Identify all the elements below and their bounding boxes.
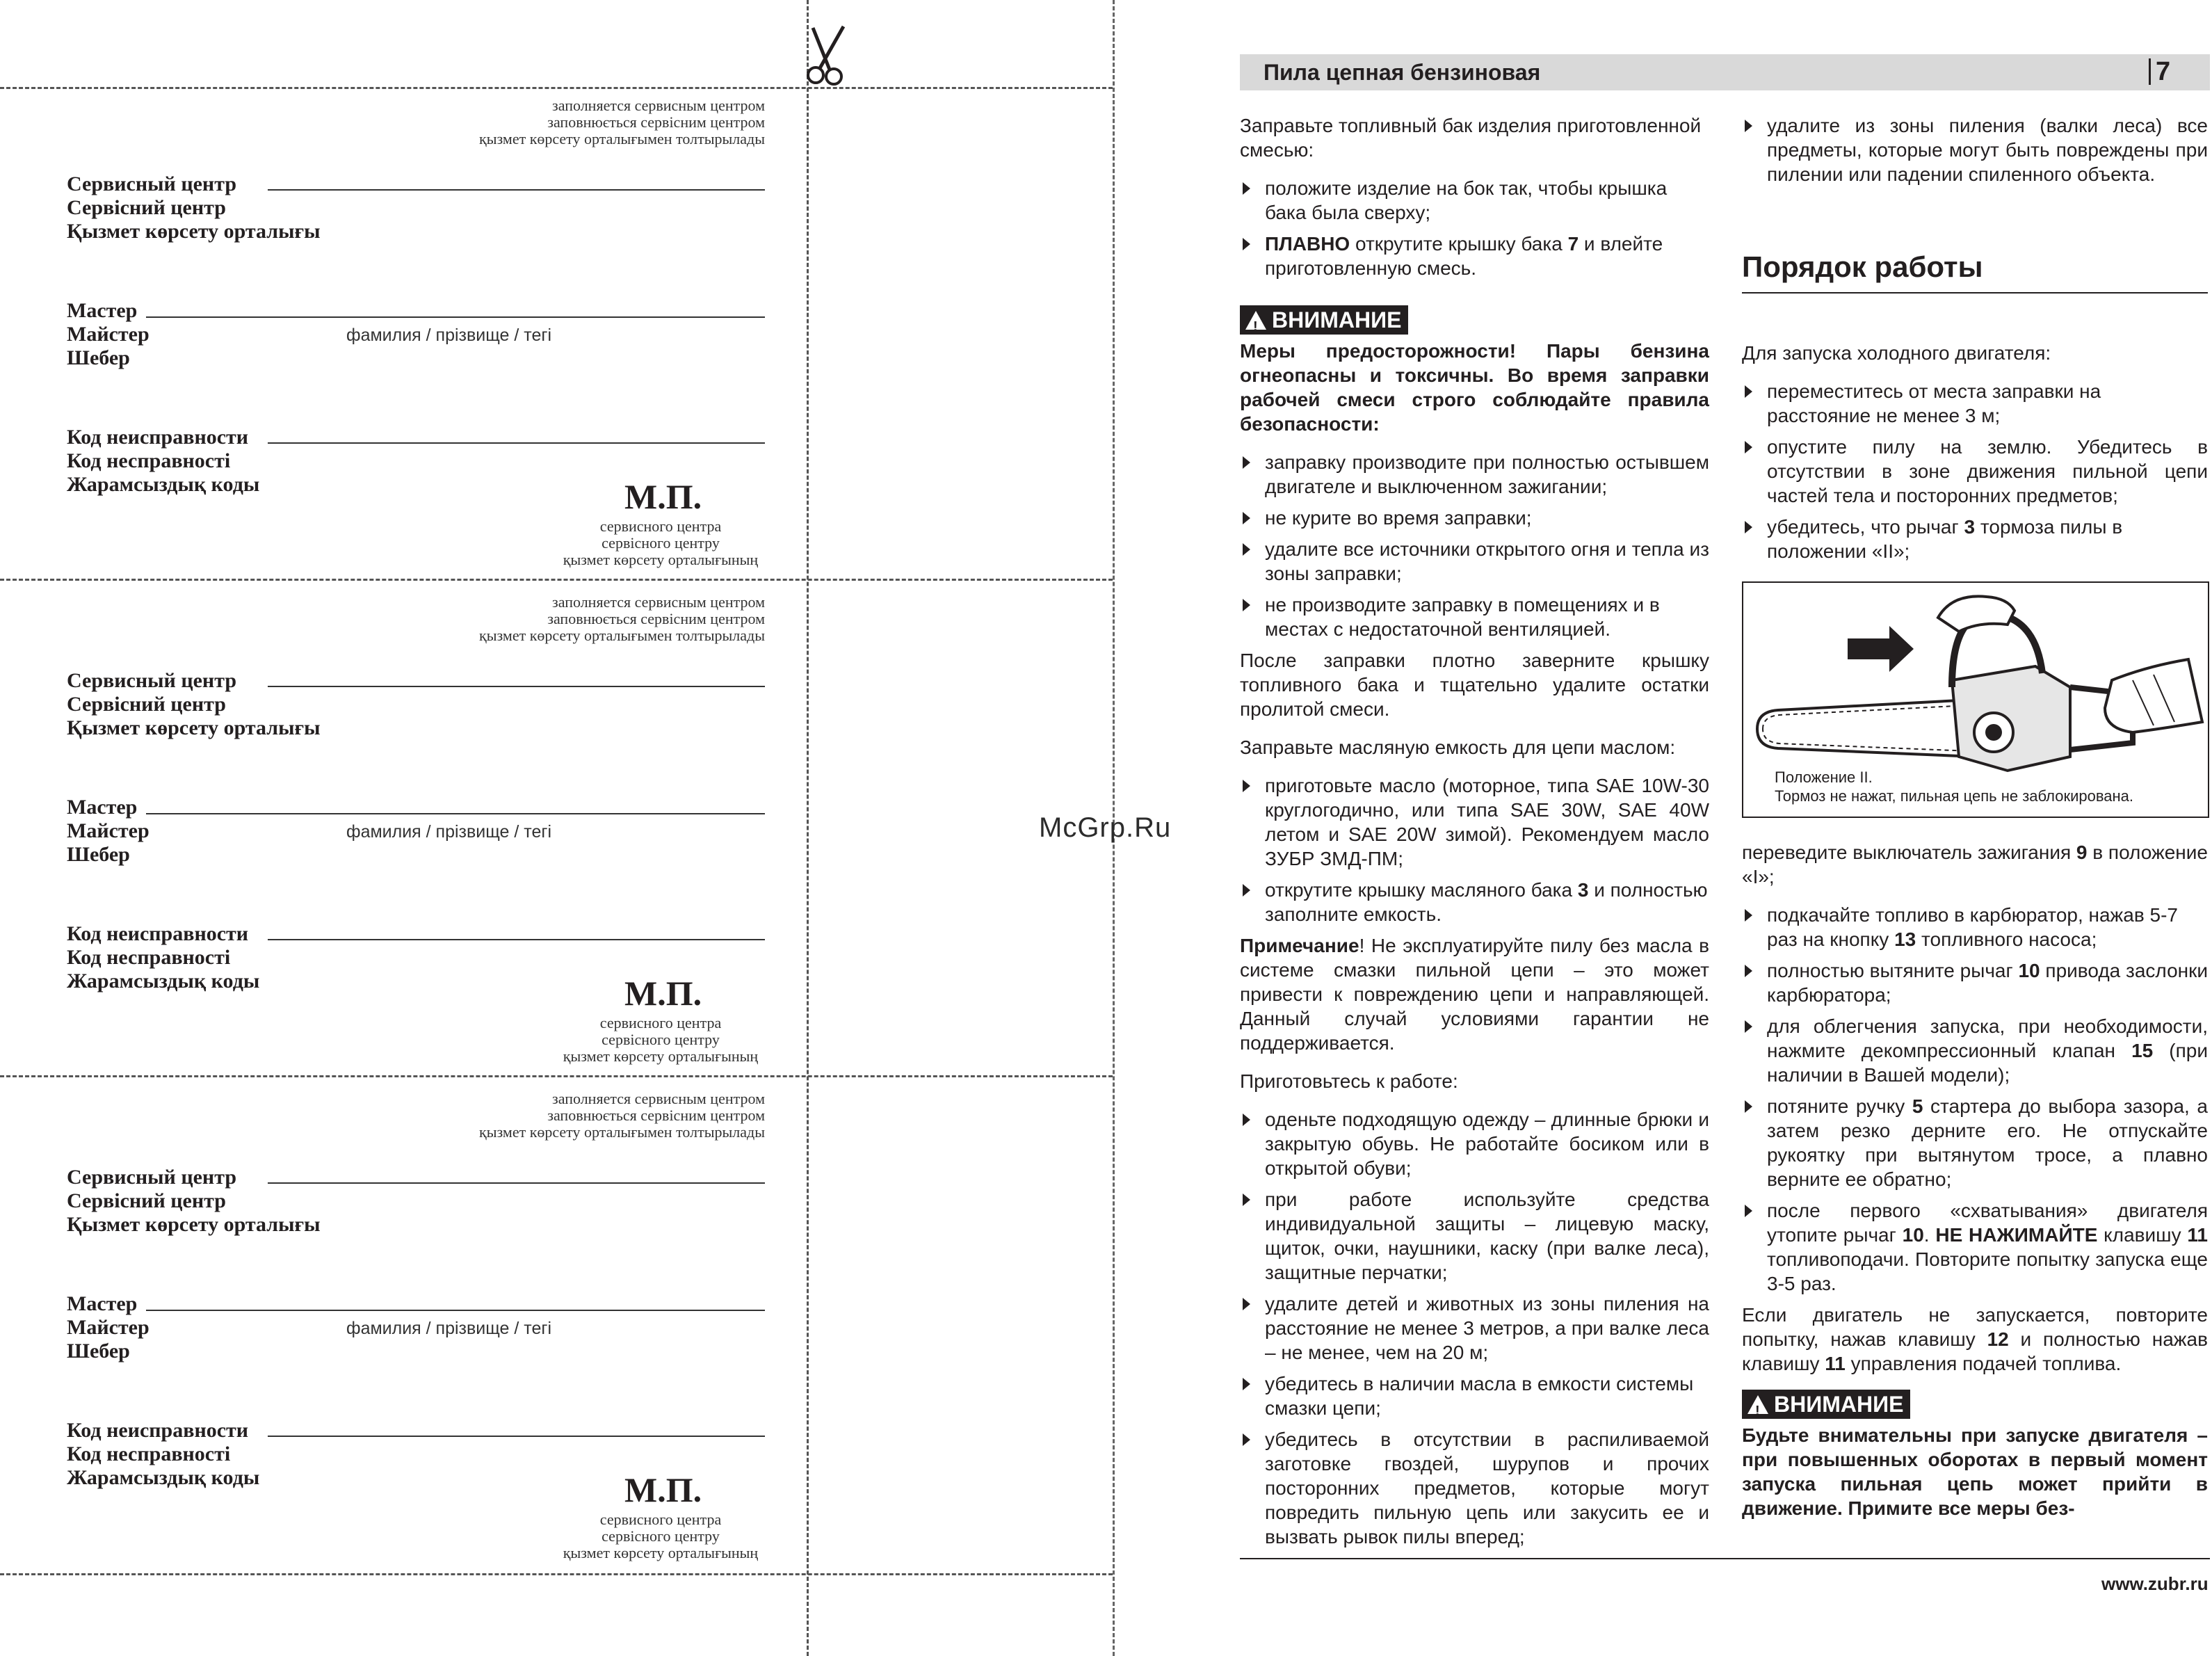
- scissors-icon: [803, 21, 859, 90]
- page-number-divider: [2149, 58, 2151, 85]
- fault-code-label: Код неисправности Код несправності Жарамсыздық коды: [67, 922, 260, 992]
- list-item: не курите во время заправки;: [1240, 506, 1709, 530]
- master-label: Мастер Майстер Шебер: [67, 796, 150, 866]
- page-number: 7: [2156, 57, 2171, 86]
- name-hint: фамилия / прізвище / тегі: [346, 1319, 552, 1338]
- glove-top: [1938, 596, 2015, 632]
- list-item: переместитесь от места заправки на расстояние не менее 3 м;: [1742, 379, 2208, 428]
- list-item: положите изделие на бок так, чтобы крышка бака была сверху;: [1240, 176, 1709, 225]
- text-column-right-mid: [1742, 341, 2208, 570]
- list-item: открутите крышку масляного бака 3 и полностью заполните емкость.: [1240, 878, 1709, 926]
- list-item: убедитесь в отсутствии в распиливаемой заготовке гвоздей, шурупов и прочих посторонних предметов, которые могут повредить пильную цепь или закусить ее и вызвать рывок пилы вперед;: [1240, 1427, 1709, 1549]
- paragraph: Для запуска холодного двигателя:: [1742, 342, 2051, 364]
- fault-code-field[interactable]: [268, 442, 765, 444]
- list-item: убедитесь в наличии масла в емкости системы смазки цепи;: [1240, 1372, 1709, 1420]
- paragraph: Приготовьтесь к работе:: [1240, 1070, 1458, 1092]
- master-label: Мастер Майстер Шебер: [67, 299, 150, 369]
- figure-caption: Положение II. Тормоз не нажат, пильная цепь не заблокирована.: [1775, 769, 2134, 805]
- guide-bar: [1757, 700, 1976, 757]
- name-hint: фамилия / прізвище / тегі: [346, 325, 552, 345]
- warning-icon: [1245, 311, 1266, 330]
- stamp-caption: сервисного центра сервісного центру қызмет көрсету орталығының: [563, 1014, 759, 1065]
- service-center-field[interactable]: [268, 1182, 765, 1184]
- list-item: убедитесь, что рычаг 3 тормоза пилы в положении «II»;: [1742, 515, 2208, 563]
- list-item: удалите детей и животных из зоны пиления на расстояние не менее 3 метров, а при валке леса – не менее, чем на 20 м;: [1240, 1292, 1709, 1365]
- horizontal-cut-line: [0, 1075, 1113, 1077]
- stamp-mark: М.П.: [624, 477, 702, 516]
- fill-note: заполняется сервисным центром заповнюється сервісним центром қызмет көрсету орталығымен толтырылады: [479, 97, 765, 147]
- list-item: не производите заправку в помещениях и в местах с недостаточной вентиляцией.: [1240, 593, 1709, 641]
- footer-url: www.zubr.ru: [2101, 1573, 2209, 1594]
- service-center-label: Сервисный центр Сервісний центр Қызмет көрсету орталығы: [67, 172, 321, 243]
- watermark: McGrp.Ru: [1039, 812, 1172, 843]
- list-item: ПЛАВНО открутите крышку бака 7 и влейте приготовленную смесь.: [1240, 232, 1709, 280]
- text-column-right-top: [1742, 113, 2208, 193]
- horizontal-cut-line: [0, 87, 1113, 89]
- stamp-mark: М.П.: [624, 1470, 702, 1509]
- list-item: оденьте подходящую одежду – длинные брюки и закрытую обувь. Не работайте босиком или в открытой обуви;: [1240, 1107, 1709, 1180]
- master-field[interactable]: [146, 1310, 765, 1311]
- fault-code-field[interactable]: [268, 1436, 765, 1437]
- stamp-mark: М.П.: [624, 974, 702, 1013]
- service-center-label: Сервисный центр Сервісний центр Қызмет көрсету орталығы: [67, 1166, 321, 1236]
- master-field[interactable]: [146, 316, 765, 318]
- section-heading: Порядок работы: [1742, 250, 1983, 283]
- paragraph: Заправьте масляную емкость для цепи маслом:: [1240, 737, 1676, 758]
- master-field[interactable]: [146, 813, 765, 814]
- list-item: удалите все источники открытого огня и тепла из зоны заправки;: [1240, 537, 1709, 586]
- warning-badge: !ВНИМАНИЕ: [1240, 305, 1408, 335]
- arrow-right-icon: [1848, 626, 1914, 672]
- fill-note: заполняется сервисным центром заповнюється сервісним центром қызмет көрсету орталығымен толтырылады: [479, 593, 765, 644]
- text-column-left: [1240, 113, 1709, 1556]
- stamp-caption: сервисного центра сервісного центру қызмет көрсету орталығының: [563, 517, 759, 568]
- horizontal-cut-line: [0, 579, 1113, 581]
- list-item: потяните ручку 5 стартера до выбора зазора, а затем резко дерните его. Не отпускайте рукоятку при вытянутом тросе, а плавно верните ее обратно;: [1742, 1094, 2208, 1191]
- list-item: заправку производите при полностью остывшем двигателе и выключенном зажигании;: [1240, 450, 1709, 499]
- glove-rear: [2105, 659, 2202, 732]
- name-hint: фамилия / прізвище / тегі: [346, 822, 552, 842]
- note: Примечание! Не эксплуатируйте пилу без масла в системе смазки пильной цепи – это может привести к повреждению цепи и направляющей. Данный случай условиями гарантии не поддерживается.: [1240, 935, 1709, 1054]
- vertical-cut-line: [807, 0, 809, 1656]
- page-title: Пила цепная бензиновая: [1264, 60, 1541, 85]
- master-label: Мастер Майстер Шебер: [67, 1292, 150, 1362]
- fault-code-label: Код неисправности Код несправності Жарамсыздық коды: [67, 1419, 260, 1489]
- list-item: опустите пилу на землю. Убедитесь в отсутствии в зоне движения пильной цепи частей тела и посторонних предметов;: [1742, 435, 2208, 508]
- service-center-field[interactable]: [268, 686, 765, 687]
- saw-body: [1952, 666, 2070, 771]
- list-item: полностью вытяните рычаг 10 привода заслонки карбюратора;: [1742, 958, 2208, 1007]
- horizontal-cut-line: [0, 1573, 1113, 1575]
- paragraph: После заправки плотно заверните крышку топливного бака и тщательно удалите остатки пролитой смеси.: [1240, 650, 1709, 720]
- stamp-caption: сервисного центра сервісного центру қызмет көрсету орталығының: [563, 1511, 759, 1561]
- fault-code-field[interactable]: [268, 939, 765, 940]
- fault-code-label: Код неисправности Код несправності Жарамсыздық коды: [67, 426, 260, 496]
- fill-note: заполняется сервисным центром заповнюється сервісним центром қызмет көрсету орталығымен толтырылады: [479, 1090, 765, 1141]
- footer-rule: [1240, 1558, 2210, 1559]
- list-item: после первого «схватывания» двигателя утопите рычаг 10. НЕ НАЖИМАЙТЕ клавишу 11 топливоподачи. Повторите попытку запуска еще 3-5 раз.: [1742, 1198, 2208, 1296]
- list-item: для облегчения запуска, при необходимости, нажмите декомпрессионный клапан 15 (при наличии в Вашей модели);: [1742, 1014, 2208, 1087]
- list-item: удалите из зоны пиления (валки леса) все предметы, которые могут быть повреждены при пилении или падении спиленного объекта.: [1742, 113, 2208, 186]
- list-item: приготовьте масло (моторное, типа SAE 10W-30 круглогодично, или типа SAE 30W, SAE 40W летом и SAE 20W зимой). Рекомендуем масло ЗУБР ЗМД-ПМ;: [1240, 773, 1709, 871]
- text-column-right-bottom: [1742, 840, 2208, 1534]
- warning-text: Будьте внимательны при запуске двигателя – при повышенных оборотах в первый момент запуска пильная цепь может прийти в движение. Примите все меры без-: [1742, 1424, 2208, 1519]
- warning-badge: !ВНИМАНИЕ: [1742, 1390, 1910, 1419]
- paragraph: Заправьте топливный бак изделия приготовленной смесью:: [1240, 115, 1702, 161]
- warning-icon: [1747, 1395, 1768, 1414]
- paragraph: переведите выключатель зажигания 9 в положение «I»;: [1742, 842, 2208, 887]
- list-item: подкачайте топливо в карбюратор, нажав 5-7 раз на кнопку 13 топливного насоса;: [1742, 903, 2208, 951]
- service-center-label: Сервисный центр Сервісний центр Қызмет көрсету орталығы: [67, 669, 321, 739]
- heading-rule: [1742, 292, 2208, 294]
- service-center-field[interactable]: [268, 189, 765, 191]
- list-item: при работе используйте средства индивидуальной защиты – лицевую маску, щиток, очки, наушники, каску (при валке леса), защитные перчатки;: [1240, 1187, 1709, 1285]
- warning-text: Меры предосторожности! Пары бензина огнеопасны и токсичны. Во время заправки рабочей смеси строго соблюдайте правила безопасности:: [1240, 340, 1709, 435]
- paragraph: Если двигатель не запускается, повторите попытку, нажав клавишу 12 и полностью нажав клавишу 11 управления подачей топлива.: [1742, 1304, 2208, 1374]
